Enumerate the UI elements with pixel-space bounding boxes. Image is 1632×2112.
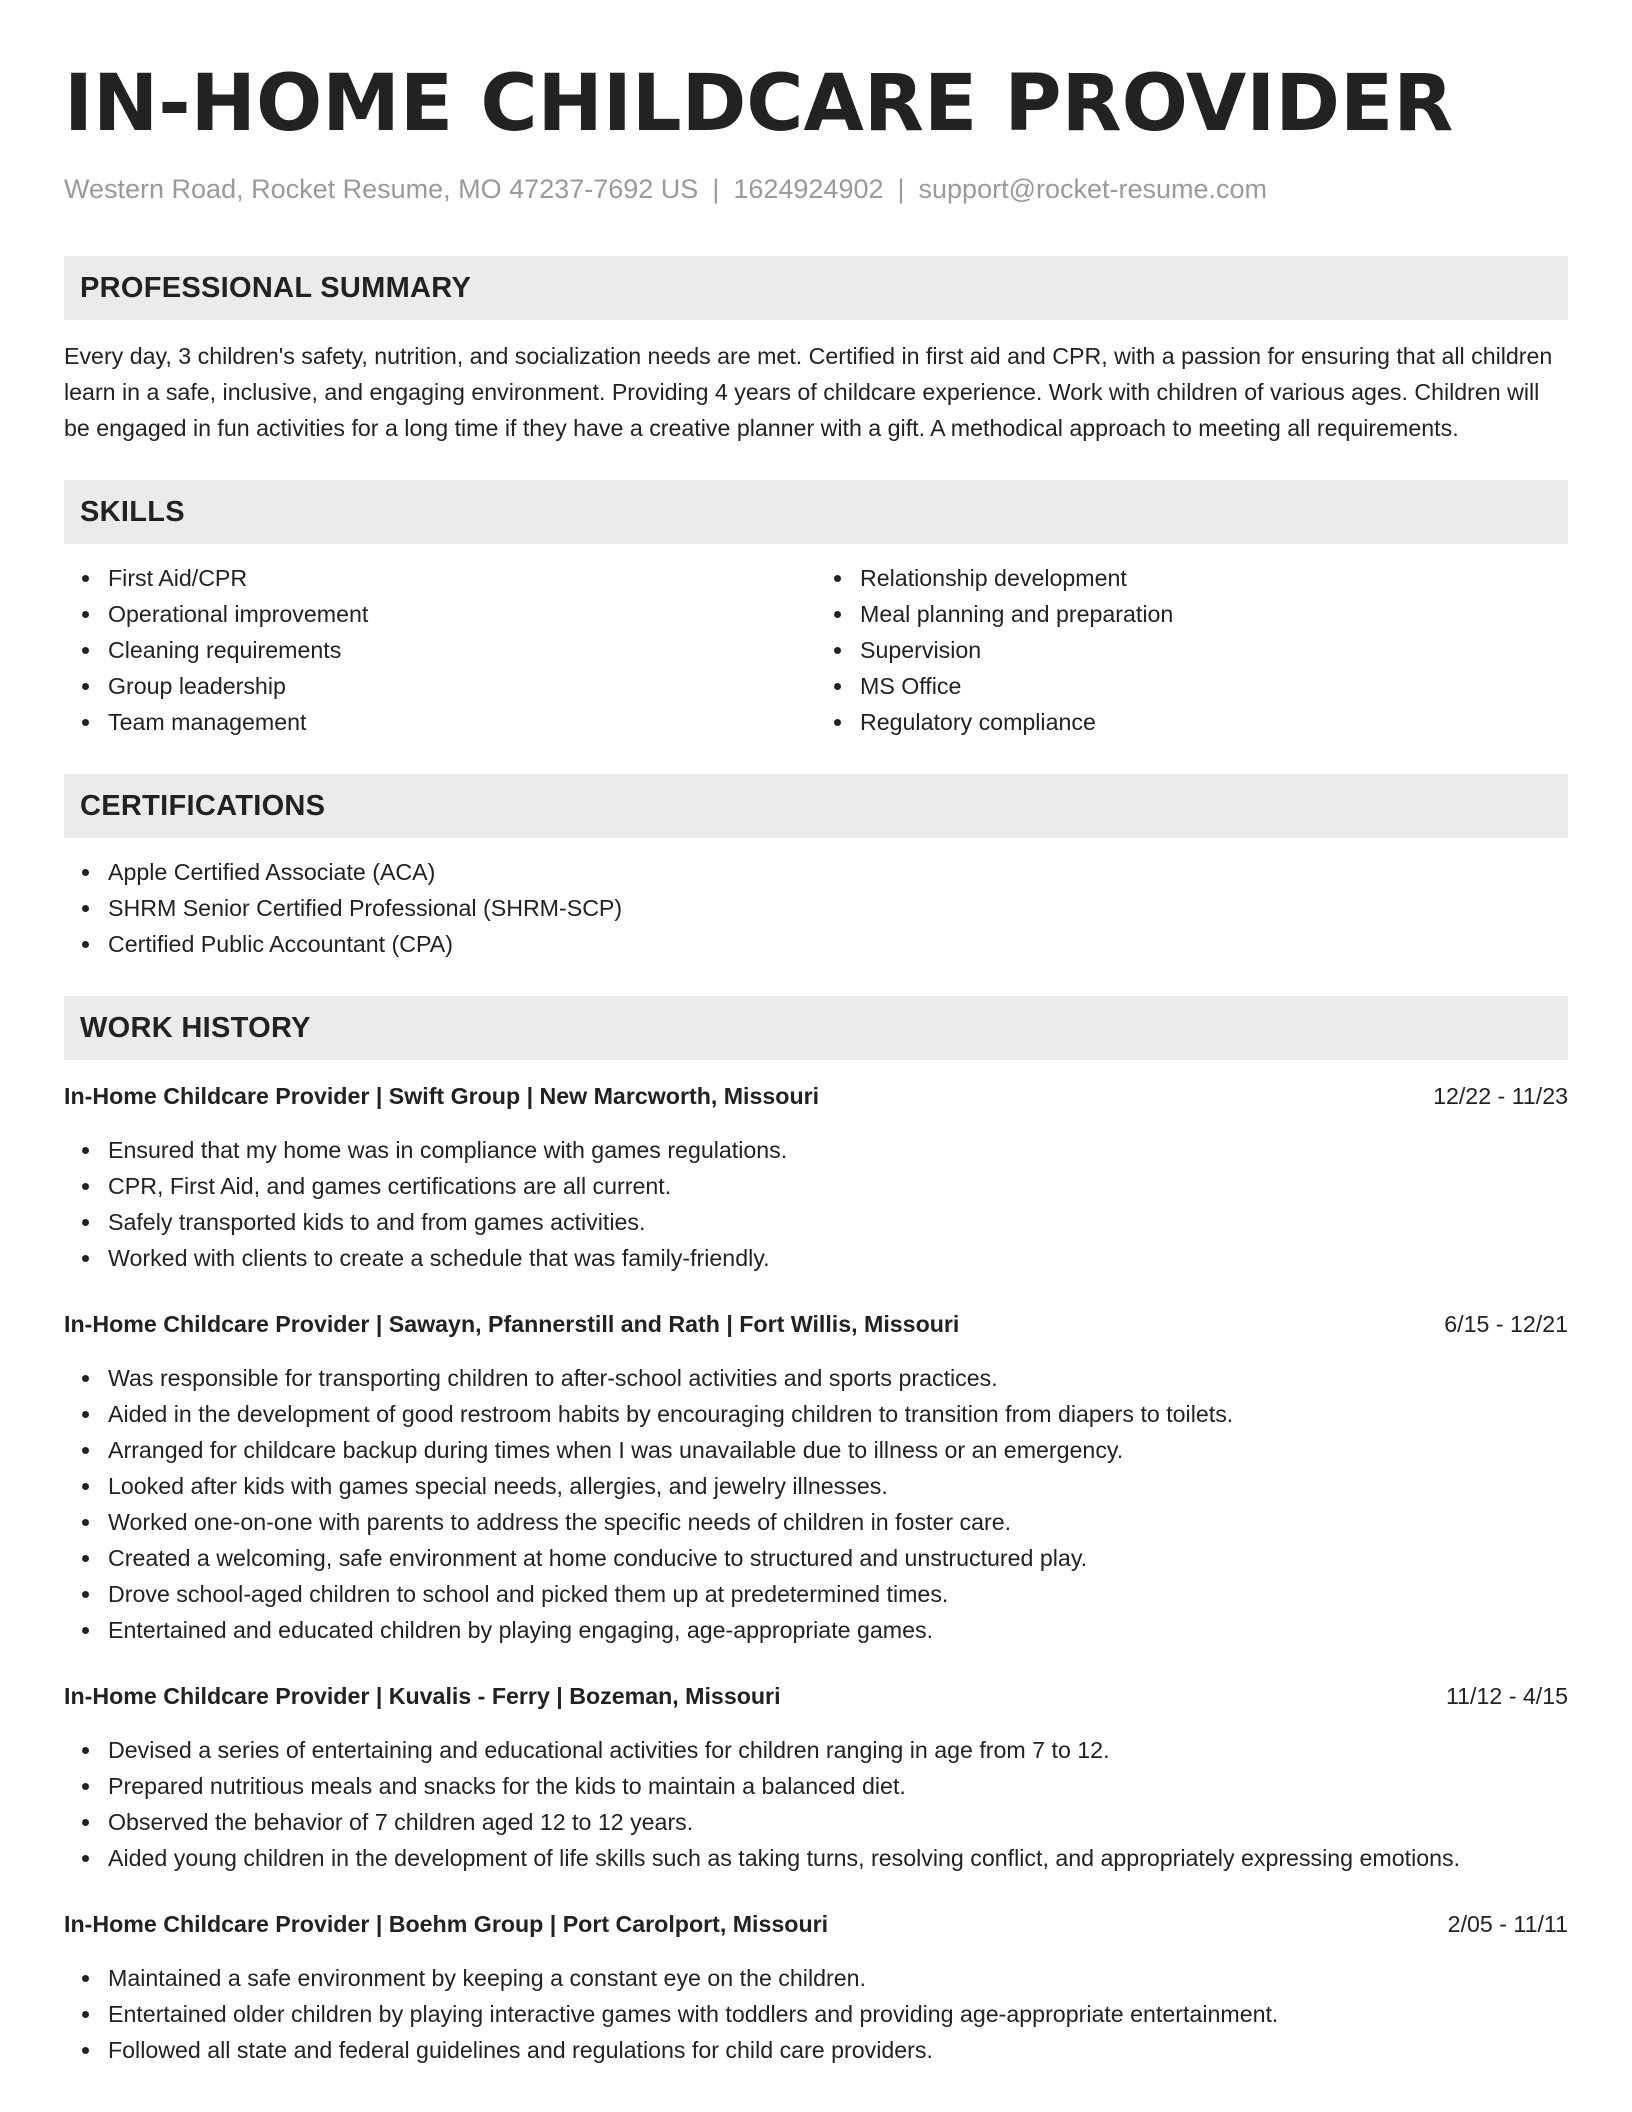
contact-email[interactable]: support@rocket-resume.com xyxy=(918,174,1268,204)
job-bullet: Drove school-aged children to school and picked them up at predetermined times. xyxy=(108,1576,1568,1612)
job-entry xyxy=(64,1306,1568,1648)
summary-text: Every day, 3 children's safety, nutrition, and socialization needs are met. Certified in first aid and CPR, with a passion for ensuring that all children learn in a safe, inclusive, and engaging environment. Providing 4 years of childcare experience. Work with children of various ages. Children will be engaged in fun activities for a long time if they have a creative planner with a gift. A methodical approach to meeting all requirements. xyxy=(64,343,1553,441)
skill-item: Team management xyxy=(108,704,816,740)
contact-separator: | xyxy=(897,174,905,204)
job-bullet: Arranged for childcare backup during times when I was unavailable due to illness or an emergency. xyxy=(108,1432,1568,1468)
job-bullet: Aided in the development of good restroom habits by encouraging children to transition from diapers to toilets. xyxy=(108,1396,1568,1432)
job-bullet: Looked after kids with games special needs, allergies, and jewelry illnesses. xyxy=(108,1468,1568,1504)
skill-item: Regulatory compliance xyxy=(860,704,1568,740)
resume-page xyxy=(64,56,1568,2068)
certifications-list xyxy=(64,854,1568,962)
job-dates: 12/22 - 11/23 xyxy=(1433,1083,1568,1109)
job-title: In-Home Childcare Provider | Boehm Group | Port Carolport, Missouri xyxy=(64,1911,829,1937)
job-bullet: CPR, First Aid, and games certifications are all current. xyxy=(108,1168,1568,1204)
skill-item: Meal planning and preparation xyxy=(860,596,1568,632)
job-bullet: Safely transported kids to and from games activities. xyxy=(108,1204,1568,1240)
job-bullet: Entertained older children by playing interactive games with toddlers and providing age-appropriate entertainment. xyxy=(108,1996,1568,2032)
job-dates: 2/05 - 11/11 xyxy=(1447,1911,1568,1937)
job-bullets xyxy=(64,1960,1568,2068)
job-entry xyxy=(64,1078,1568,1276)
job-title: In-Home Childcare Provider | Sawayn, Pfannerstill and Rath | Fort Willis, Missouri xyxy=(64,1311,960,1337)
contact-separator: | xyxy=(712,174,720,204)
job-bullet: Prepared nutritious meals and snacks for the kids to maintain a balanced diet. xyxy=(108,1768,1568,1804)
certification-item: SHRM Senior Certified Professional (SHRM-SCP) xyxy=(108,890,1568,926)
skills-grid xyxy=(64,560,1568,740)
job-entry xyxy=(64,1906,1568,2068)
job-dates: 6/15 - 12/21 xyxy=(1444,1311,1568,1337)
skill-item: First Aid/CPR xyxy=(108,560,816,596)
job-bullet: Worked one-on-one with parents to address the specific needs of children in foster care. xyxy=(108,1504,1568,1540)
skill-item: Operational improvement xyxy=(108,596,816,632)
contact-phone: 1624924902 xyxy=(733,174,884,204)
section-header-summary: PROFESSIONAL SUMMARY xyxy=(64,256,1568,320)
job-bullet: Created a welcoming, safe environment at home conducive to structured and unstructured play. xyxy=(108,1540,1568,1576)
certification-item: Certified Public Accountant (CPA) xyxy=(108,926,1568,962)
skill-item: MS Office xyxy=(860,668,1568,704)
job-bullet: Was responsible for transporting children to after-school activities and sports practices. xyxy=(108,1360,1568,1396)
job-bullet: Worked with clients to create a schedule that was family-friendly. xyxy=(108,1240,1568,1276)
section-header-work-history: WORK HISTORY xyxy=(64,996,1568,1060)
job-bullet: Devised a series of entertaining and educational activities for children ranging in age from 7 to 12. xyxy=(108,1732,1568,1768)
skill-item: Supervision xyxy=(860,632,1568,668)
job-header xyxy=(64,1078,1568,1114)
job-header xyxy=(64,1306,1568,1342)
job-bullet: Observed the behavior of 7 children aged 12 to 12 years. xyxy=(108,1804,1568,1840)
section-header-skills: SKILLS xyxy=(64,480,1568,544)
section-header-certifications: CERTIFICATIONS xyxy=(64,774,1568,838)
skills-column-right xyxy=(816,560,1568,740)
job-bullet: Followed all state and federal guidelines and regulations for child care providers. xyxy=(108,2032,1568,2068)
skill-item: Group leadership xyxy=(108,668,816,704)
skill-item: Relationship development xyxy=(860,560,1568,596)
job-header xyxy=(64,1678,1568,1714)
job-title: In-Home Childcare Provider | Swift Group | New Marcworth, Missouri xyxy=(64,1083,820,1109)
job-bullets xyxy=(64,1360,1568,1648)
candidate-name: IN-HOME CHILDCARE PROVIDER xyxy=(64,59,1454,149)
job-bullets xyxy=(64,1132,1568,1276)
job-bullet: Entertained and educated children by playing engaging, age-appropriate games. xyxy=(108,1612,1568,1648)
job-bullet: Aided young children in the development of life skills such as taking turns, resolving conflict, and appropriately expressing emotions. xyxy=(108,1840,1568,1876)
job-bullets xyxy=(64,1732,1568,1876)
job-bullet: Maintained a safe environment by keeping a constant eye on the children. xyxy=(108,1960,1568,1996)
job-bullet: Ensured that my home was in compliance with games regulations. xyxy=(108,1132,1568,1168)
job-title: In-Home Childcare Provider | Kuvalis - Ferry | Bozeman, Missouri xyxy=(64,1683,781,1709)
contact-address: Western Road, Rocket Resume, MO 47237-7692 US xyxy=(64,174,699,204)
certification-item: Apple Certified Associate (ACA) xyxy=(108,854,1568,890)
skills-column-left xyxy=(64,560,816,740)
skill-item: Cleaning requirements xyxy=(108,632,816,668)
job-dates: 11/12 - 4/15 xyxy=(1445,1683,1568,1709)
job-entry xyxy=(64,1678,1568,1876)
job-header xyxy=(64,1906,1568,1942)
contact-line xyxy=(64,172,1568,206)
